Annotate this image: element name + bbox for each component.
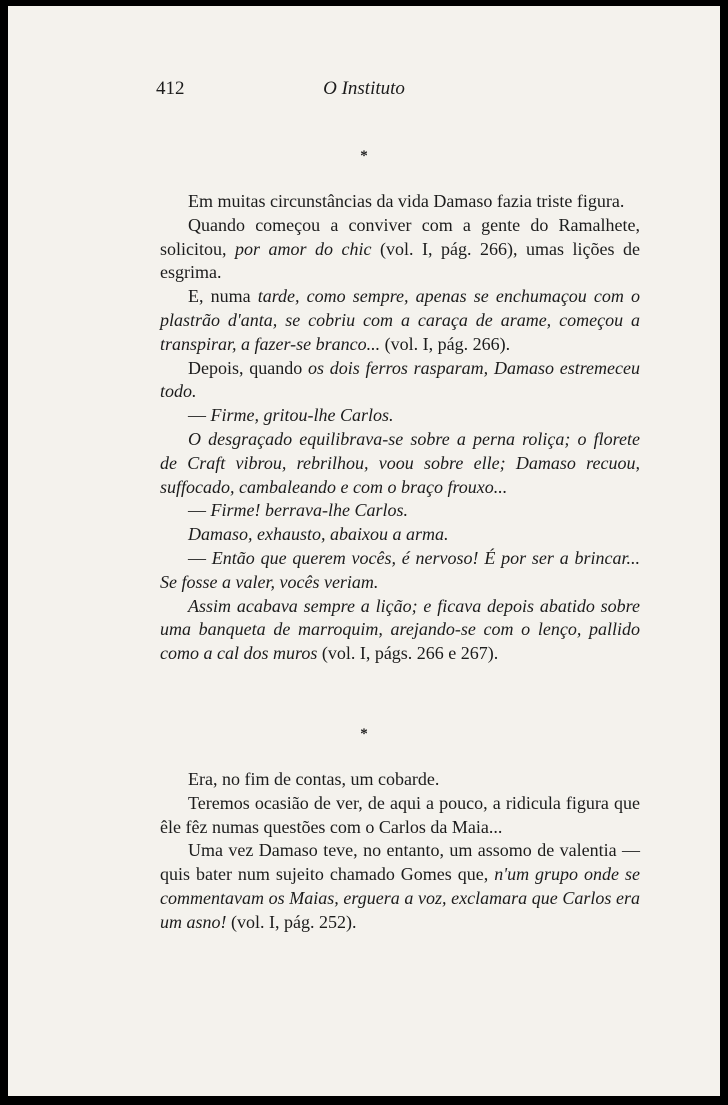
paragraph	[160, 792, 640, 840]
page-number: 412	[156, 78, 185, 99]
text-run: —	[188, 405, 211, 426]
text-run: —	[188, 500, 211, 521]
page-header	[8, 78, 720, 102]
italic-text-run: Damaso, exhausto, abaixou a arma.	[188, 524, 449, 545]
italic-text-run: Assim acabava sempre a lição; e ficava depois abatido sobre uma banqueta de marroquim, arejando-se com o lenço, pallido como a cal dos muros	[160, 595, 640, 664]
paragraph	[160, 357, 640, 405]
paragraph	[160, 499, 640, 523]
book-page	[8, 6, 720, 1096]
paragraph	[160, 523, 640, 547]
italic-text-run: n'um grupo onde se commentavam os Maias, erguera a voz, exclamara que Carlos era um asno!	[160, 864, 640, 932]
italic-text-run: tarde, como sempre, apenas se enchumaçou com o plastrão d'anta, se cobriu com a caraça de arame, começou a transpirar, a fazer-se branco...	[160, 286, 640, 354]
text-run: Era, no fim de contas, um cobarde.	[188, 769, 440, 789]
text-run: (vol. I, pág. 266).	[380, 333, 511, 354]
paragraph	[160, 190, 640, 214]
text-run: (vol. I, pág. 266), umas lições de esgrima.	[160, 238, 641, 283]
text-run: E, numa	[188, 286, 258, 307]
paragraph	[160, 428, 640, 499]
italic-text-run: Firme! berrava-lhe Carlos.	[210, 500, 408, 521]
text-run: Quando começou a conviver com a gente do Ramalhete, solicitou,	[160, 214, 640, 259]
italic-text-run: os dois ferros rasparam, Damaso estremeceu todo.	[160, 357, 640, 402]
text-run: Uma vez Damaso teve, no entanto, um assomo de valentia — quis bater num sujeito chamado Gomes que,	[160, 840, 640, 885]
section-divider-asterism: *	[360, 148, 368, 164]
text-run: Teremos ocasião de ver, de aqui a pouco, a ridicula figura que êle fêz numas questões com o Carlos da Maia...	[160, 792, 640, 837]
paragraph	[160, 839, 640, 934]
text-run: (vol. I, págs. 266 e 267).	[317, 643, 499, 664]
paragraph	[160, 404, 640, 428]
italic-text-run: Firme, gritou-lhe Carlos.	[210, 405, 394, 426]
text-run: Depois, quando	[188, 357, 309, 378]
text-run: —	[188, 547, 212, 568]
section-damaso-cobarde	[160, 768, 640, 935]
italic-text-run: O desgraçado equilibrava-se sobre a perna roliça; o florete de Craft vibrou, rebrilhou, voou sobre elle; Damaso recuou, suffocado, cambaleando e com o braço frouxo...	[160, 428, 640, 497]
running-title: O Instituto	[323, 78, 405, 99]
section-damaso-esgrima	[160, 190, 640, 666]
text-run: (vol. I, pág. 252).	[226, 911, 357, 932]
paragraph	[160, 547, 640, 595]
paragraph	[160, 285, 640, 356]
italic-text-run: por amor do chic	[235, 238, 372, 259]
paragraph	[160, 595, 640, 666]
italic-text-run: Então que querem vocês, é nervoso! É por ser a brincar... Se fosse a valer, vocês veriam.	[160, 547, 640, 592]
section-divider-asterism: *	[360, 726, 368, 742]
text-run: Em muitas circunstâncias da vida Damaso fazia triste figura.	[188, 191, 625, 211]
paragraph	[160, 214, 640, 285]
paragraph	[160, 768, 640, 792]
